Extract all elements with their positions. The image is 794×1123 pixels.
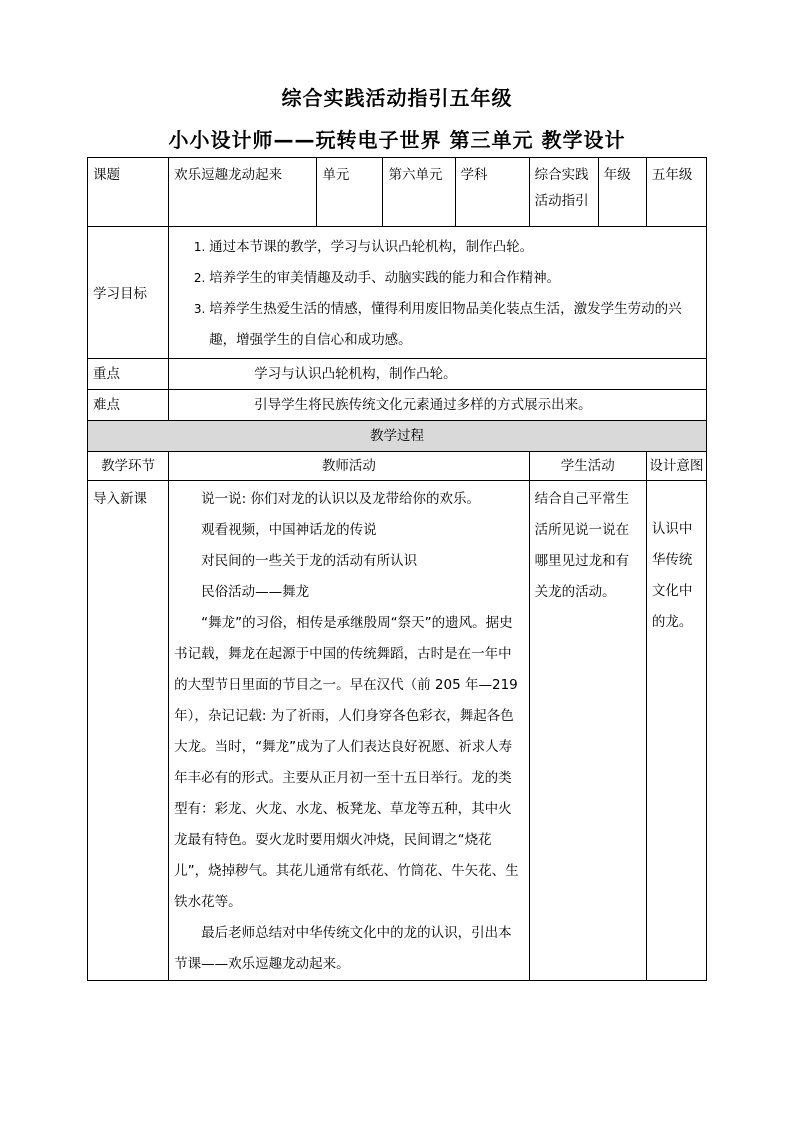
topic-value: 欢乐逗趣龙动起来 xyxy=(169,158,317,227)
difficulty-value: 引导学生将民族传统文化元素通过多样的方式展示出来。 xyxy=(169,390,707,421)
design-intent-cell: 认识中华传统文化中的龙。 xyxy=(646,481,706,981)
teacher-paragraph: “舞龙”的习俗，相传是承继殷周“祭天”的遗风。据史书记载，舞龙在起源于中国的传统舞蹈，古时是在一年中的大型节日里面的节目之一。早在汉代（前 205 年—219 年），杂记记载: 为了祈雨，人们身穿各色彩衣，舞起各色大龙。当时，“舞龙”成为了人们表达良好祝愿、祈求人寿年丰必有的形式。主要从正月初一至十五日举行。龙的类型有：彩龙、火龙、水龙、板凳龙、草龙等五种，其中火龙最有特色。耍火龙时要用烟火冲烧，民间谓之“烧花儿”，烧掉秽气。其花儿通常有纸花、竹筒花、牛矢花、生铁水花等。 xyxy=(174,615,519,910)
goal-item: 2. 培养学生的审美情趣及动手、动脑实践的能力和合作精神。 xyxy=(209,263,701,294)
goals-row xyxy=(88,227,707,359)
col-header-teacher: 教师活动 xyxy=(169,452,530,481)
goals-list xyxy=(174,232,701,356)
teacher-paragraph: 民俗活动——舞龙 xyxy=(201,584,310,600)
teacher-paragraph: 最后老师总结对中华传统文化中的龙的认识，引出本节课——欢乐逗趣龙动起来。 xyxy=(174,925,512,972)
col-header-student: 学生活动 xyxy=(529,452,646,481)
column-header-row xyxy=(88,452,707,481)
col-header-stage: 教学环节 xyxy=(88,452,169,481)
teacher-activity-cell xyxy=(169,481,530,981)
subject-label: 学科 xyxy=(455,158,529,227)
table-row xyxy=(88,481,707,981)
teacher-paragraph: 说一说: 你们对龙的认识以及龙带给你的欢乐。 xyxy=(201,491,480,507)
teacher-paragraph: 观看视频，中国神话龙的传说 xyxy=(201,522,377,538)
process-header: 教学过程 xyxy=(88,421,707,452)
lesson-plan-table xyxy=(87,157,707,981)
unit-label: 单元 xyxy=(317,158,383,227)
subject-value: 综合实践活动指引 xyxy=(529,158,598,227)
process-header-row xyxy=(88,421,707,452)
teacher-paragraph: 对民间的一些关于龙的活动有所认识 xyxy=(201,553,418,569)
goals-content xyxy=(169,227,707,359)
col-header-intent: 设计意图 xyxy=(646,452,706,481)
student-activity-cell: 结合自己平常生活所见说一说在哪里见过龙和有关龙的活动。 xyxy=(529,481,646,981)
stage-cell: 导入新课 xyxy=(88,481,169,981)
goals-label: 学习目标 xyxy=(88,227,169,359)
grade-value: 五年级 xyxy=(646,158,706,227)
topic-label: 课题 xyxy=(88,158,169,227)
goal-item: 3. 培养学生热爱生活的情感，懂得利用废旧物品美化装点生活，激发学生劳动的兴趣，增强学生的自信心和成功感。 xyxy=(209,294,701,356)
document-subtitle: 小小设计师——玩转电子世界 第三单元 教学设计 xyxy=(168,128,626,152)
info-row xyxy=(88,158,707,227)
grade-label: 年级 xyxy=(598,158,646,227)
key-point-label: 重点 xyxy=(88,359,169,390)
key-point-row xyxy=(88,359,707,390)
document-title: 综合实践活动指引五年级 xyxy=(281,86,513,110)
unit-value: 第六单元 xyxy=(383,158,455,227)
difficulty-row xyxy=(88,390,707,421)
key-point-value: 学习与认识凸轮机构，制作凸轮。 xyxy=(169,359,707,390)
difficulty-label: 难点 xyxy=(88,390,169,421)
goal-item: 1. 通过本节课的教学，学习与认识凸轮机构，制作凸轮。 xyxy=(209,232,701,263)
